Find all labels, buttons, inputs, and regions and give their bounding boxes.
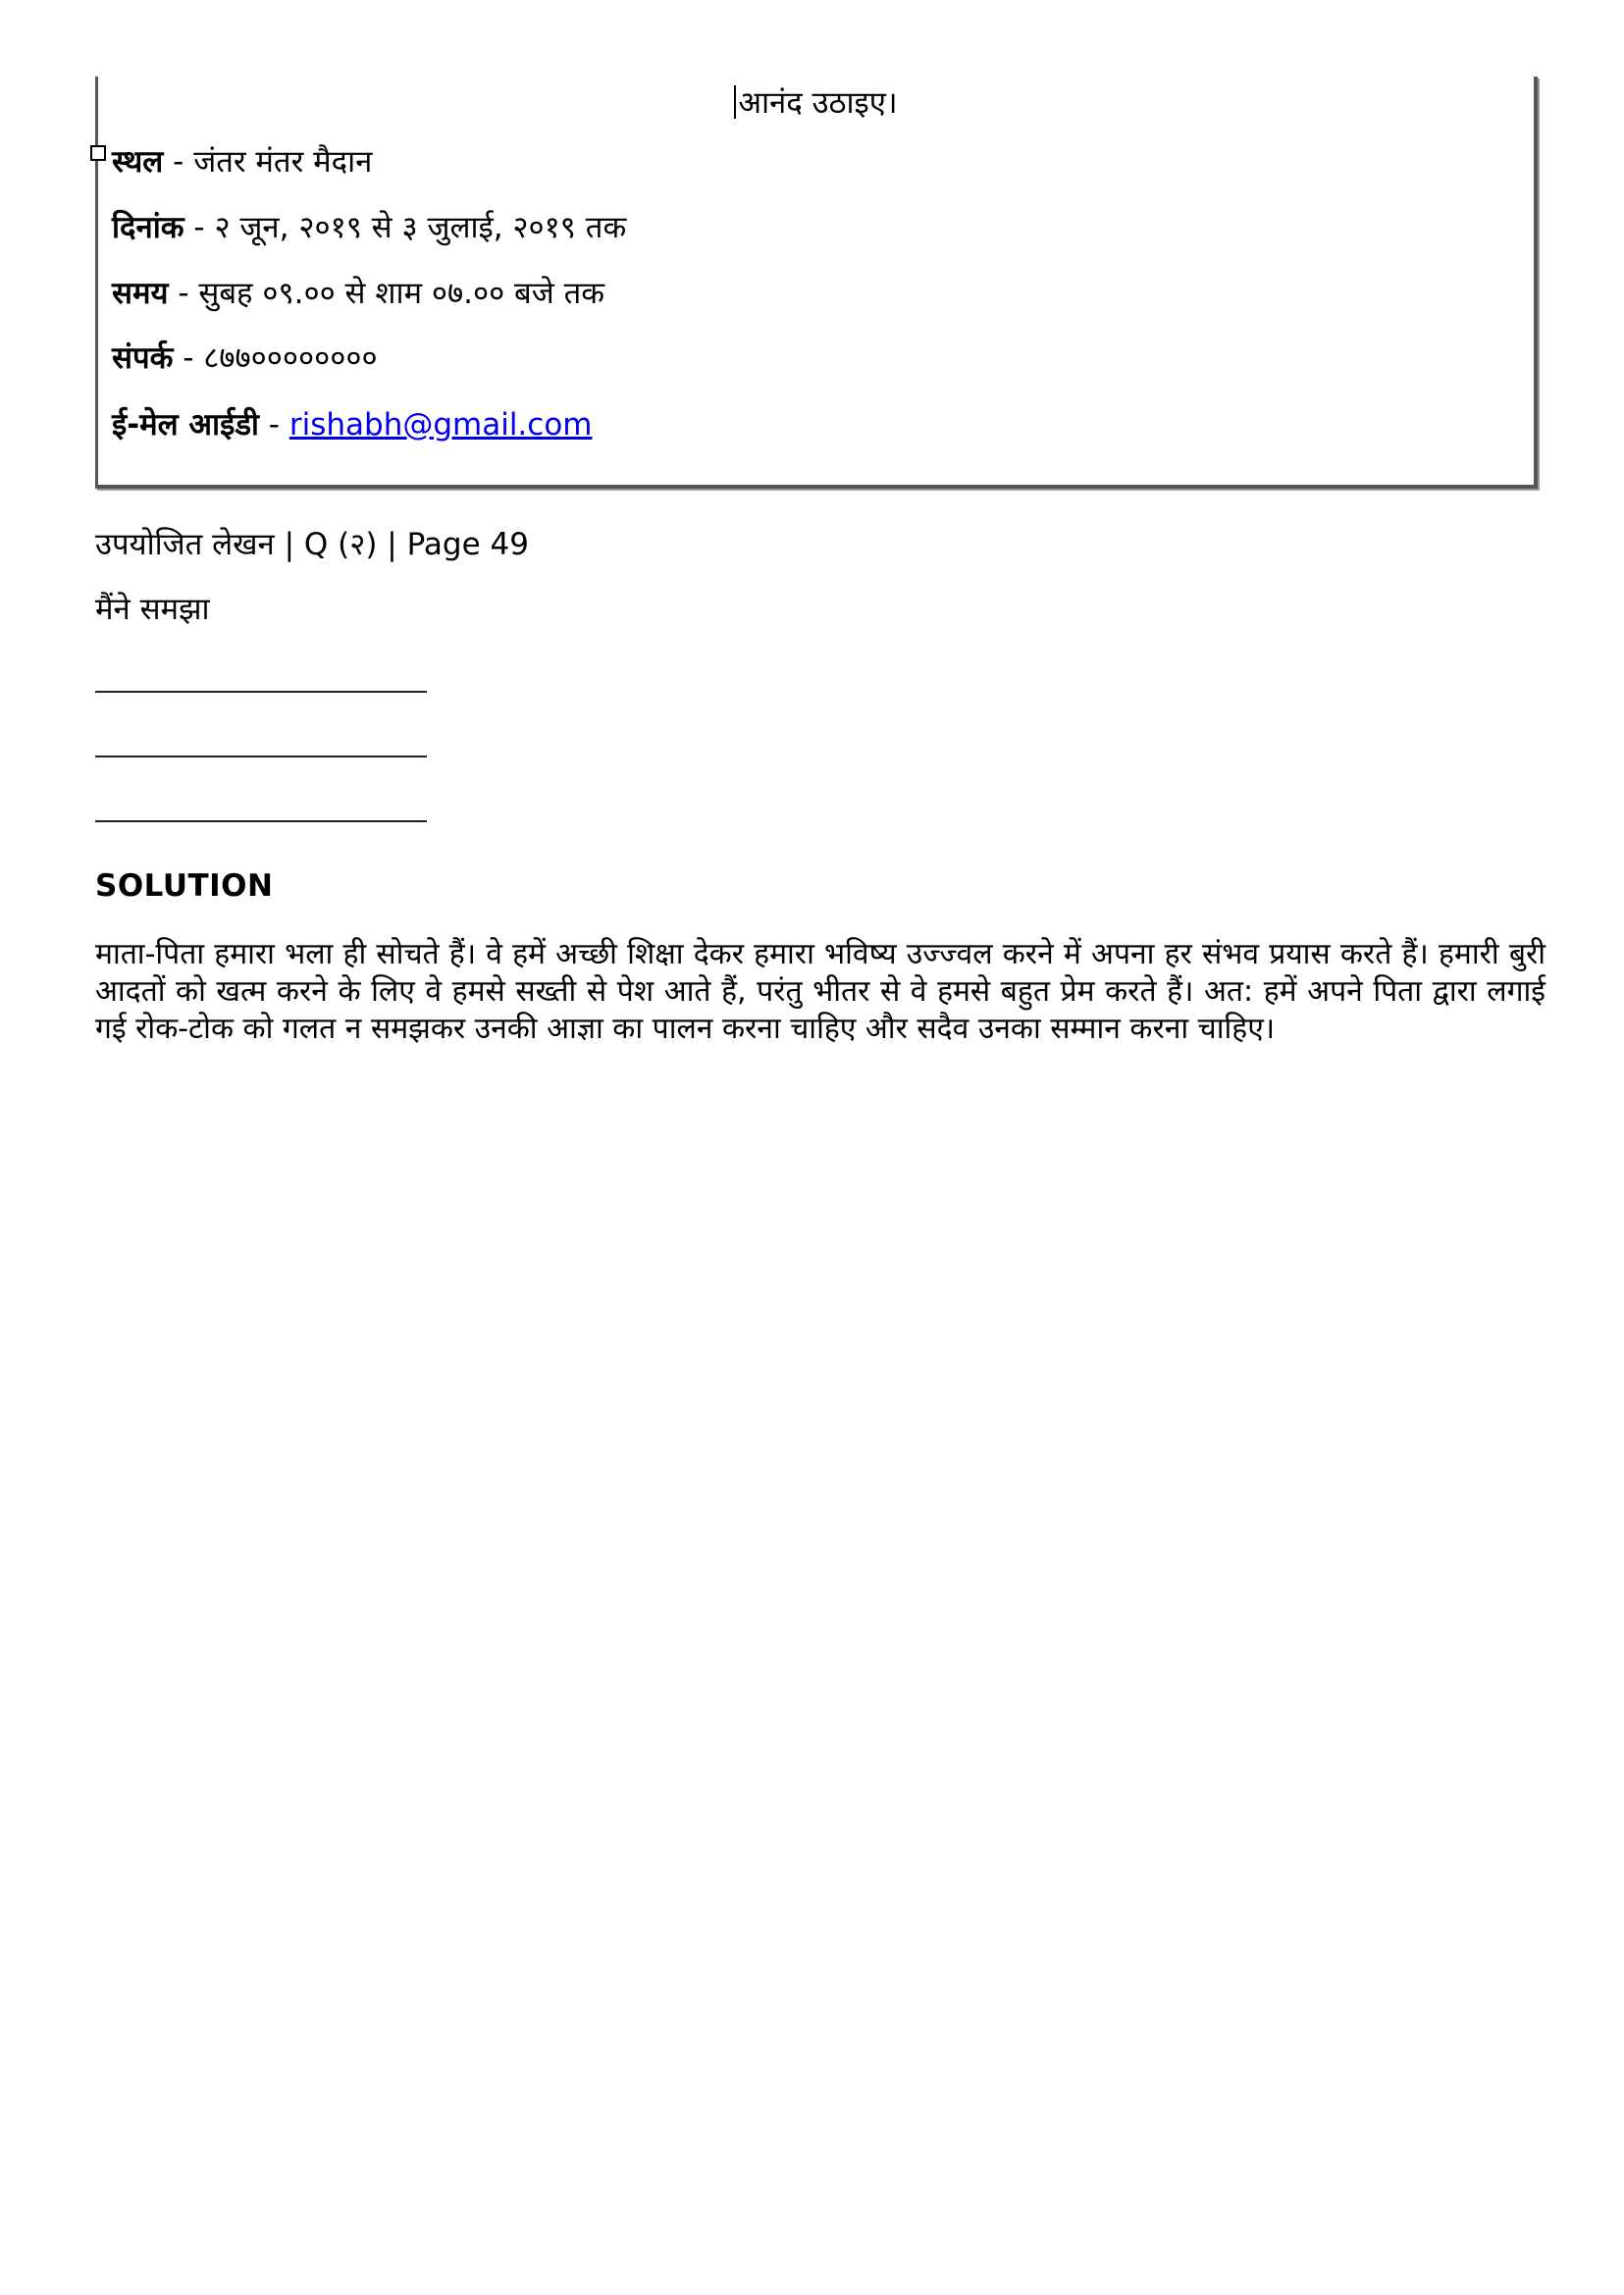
time-separator: -: [168, 276, 199, 311]
notice-email-row: [112, 404, 593, 445]
email-link[interactable]: rishabh@gmail.com: [288, 407, 593, 443]
question-reference: उपयोजित लेखन | Q (२) | Page 49: [95, 527, 529, 562]
venue-label: स्थल: [112, 144, 164, 180]
time-value: सुबह ०९.०० से शाम ०७.०० बजे तक: [198, 276, 605, 311]
notice-time-row: [112, 273, 604, 314]
notice-box: [95, 77, 1538, 489]
notice-date-row: [112, 207, 626, 248]
email-label: ई-मेल आईडी: [112, 407, 259, 443]
venue-value: जंतर मंतर मैदान: [193, 144, 373, 180]
contact-label: संपर्क: [112, 340, 174, 376]
answer-blank-line: [95, 691, 427, 693]
solution-heading: SOLUTION: [95, 868, 274, 904]
notice-closing-line: [98, 82, 1534, 124]
email-separator: -: [258, 407, 289, 443]
date-separator: -: [183, 210, 215, 245]
text-cursor-icon: [734, 85, 736, 119]
time-label: समय: [112, 276, 169, 311]
solution-paragraph: माता-पिता हमारा भला ही सोचते हैं। वे हमें अच्छी शिक्षा देकर हमारा भविष्य उज्ज्वल करने में अपना हर संभव प्रयास करते हैं। हमारी बुरी आदतों को खत्म करने के लिए वे हमसे सख्ती से पेश आते हैं, परंतु भीतर से वे हमसे बहुत प्रेम करते हैं। अत: हमें अपने पिता द्वारा लगाई गई रोक-टोक को गलत न समझकर उनकी आज्ञा का पालन करना चाहिए और सदैव उनका सम्मान करना चाहिए।: [95, 937, 1545, 1046]
venue-separator: -: [163, 144, 194, 180]
notice-contact-row: [112, 338, 378, 379]
notice-closing-text: आनंद उठाइए।: [738, 85, 898, 121]
contact-value: ८७७००००००००: [203, 340, 378, 376]
answer-blank-line: [95, 756, 427, 757]
resize-handle-icon[interactable]: [90, 145, 106, 161]
understood-label: मैंने समझा: [95, 592, 210, 627]
answer-blank-line: [95, 820, 427, 822]
date-value: २ जून, २०१९ से ३ जुलाई, २०१९ तक: [214, 210, 627, 245]
notice-top-edge: [98, 77, 1534, 78]
notice-venue-row: [112, 141, 372, 183]
date-label: दिनांक: [112, 210, 184, 245]
contact-separator: -: [173, 340, 204, 376]
